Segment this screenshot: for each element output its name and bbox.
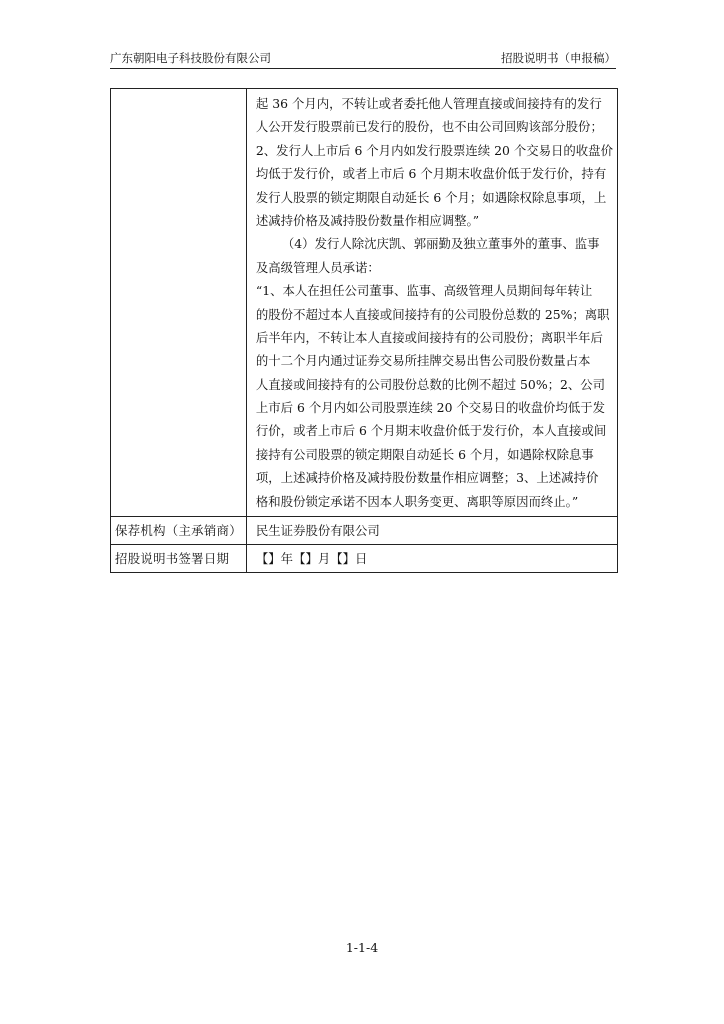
- commitment-line: 人直接或间接持有的公司股份总数的比例不超过 50%；2、公司: [255, 376, 606, 392]
- commitment-line: 的十二个月内通过证券交易所挂牌交易出售公司股份数量占本: [255, 353, 591, 369]
- commitment-line: 人公开发行股票前已发行的股份，也不由公司回购该部分股份；: [255, 119, 603, 135]
- commitment-line: 接持有公司股票的锁定期限自动延长 6 个月，如遇除权除息事: [255, 446, 594, 462]
- company-name: 广东朝阳电子科技股份有限公司: [110, 51, 271, 65]
- commitment-line: 格和股份锁定承诺不因本人职务变更、离职等原因而终止。”: [255, 493, 579, 509]
- signing-date-value: 【】年【】月【】日: [246, 545, 617, 573]
- commitment-line: 及高级管理人员承诺：: [255, 259, 380, 275]
- commitment-label-cell: [111, 89, 247, 517]
- commitment-line: “1、本人在担任公司董事、监事、高级管理人员期间每年转让: [255, 283, 593, 299]
- sponsor-label: 保荐机构（主承销商）: [111, 517, 247, 545]
- commitment-line: （4）发行人除沈庆凯、郭丽勤及独立董事外的董事、监事: [281, 236, 600, 252]
- commitment-line: 述减持价格及减持股份数量作相应调整。”: [255, 212, 480, 228]
- commitment-line: 2、发行人上市后 6 个月内如发行股票连续 20 个交易日的收盘价: [255, 142, 613, 158]
- page-number: 1-1-4: [345, 940, 379, 955]
- commitment-line: 项，上述减持价格及减持股份数量作相应调整；3、上述减持价: [255, 470, 599, 486]
- commitment-line: 上市后 6 个月内如公司股票连续 20 个交易日的收盘价均低于发: [255, 400, 606, 416]
- signing-date-row: [111, 545, 618, 573]
- commitment-content-cell: [246, 89, 617, 517]
- page-header: [110, 50, 616, 69]
- commitment-line: 的股份不超过本人直接或间接持有的公司股份总数的 25%；离职: [255, 306, 610, 322]
- prospectus-info-table: [110, 88, 618, 573]
- document-type: 招股说明书（申报稿）: [501, 51, 616, 65]
- signing-date-label: 招股说明书签署日期: [111, 545, 247, 573]
- sponsor-value: 民生证券股份有限公司: [246, 517, 617, 545]
- commitment-line: 发行人股票的锁定期限自动延长 6 个月；如遇除权除息事项，上: [255, 189, 607, 205]
- commitment-line: 起 36 个月内，不转让或者委托他人管理直接或间接持有的发行: [255, 96, 602, 111]
- sponsor-row: [111, 517, 618, 545]
- commitment-line: 均低于发行价，或者上市后 6 个月期末收盘价低于发行价，持有: [255, 166, 607, 182]
- commitment-line: 后半年内，不转让本人直接或间接持有的公司股份；离职半年后: [255, 329, 603, 345]
- commitment-row: [111, 89, 618, 517]
- commitment-line: 行价，或者上市后 6 个月期末收盘价低于发行价，本人直接或间: [255, 423, 607, 439]
